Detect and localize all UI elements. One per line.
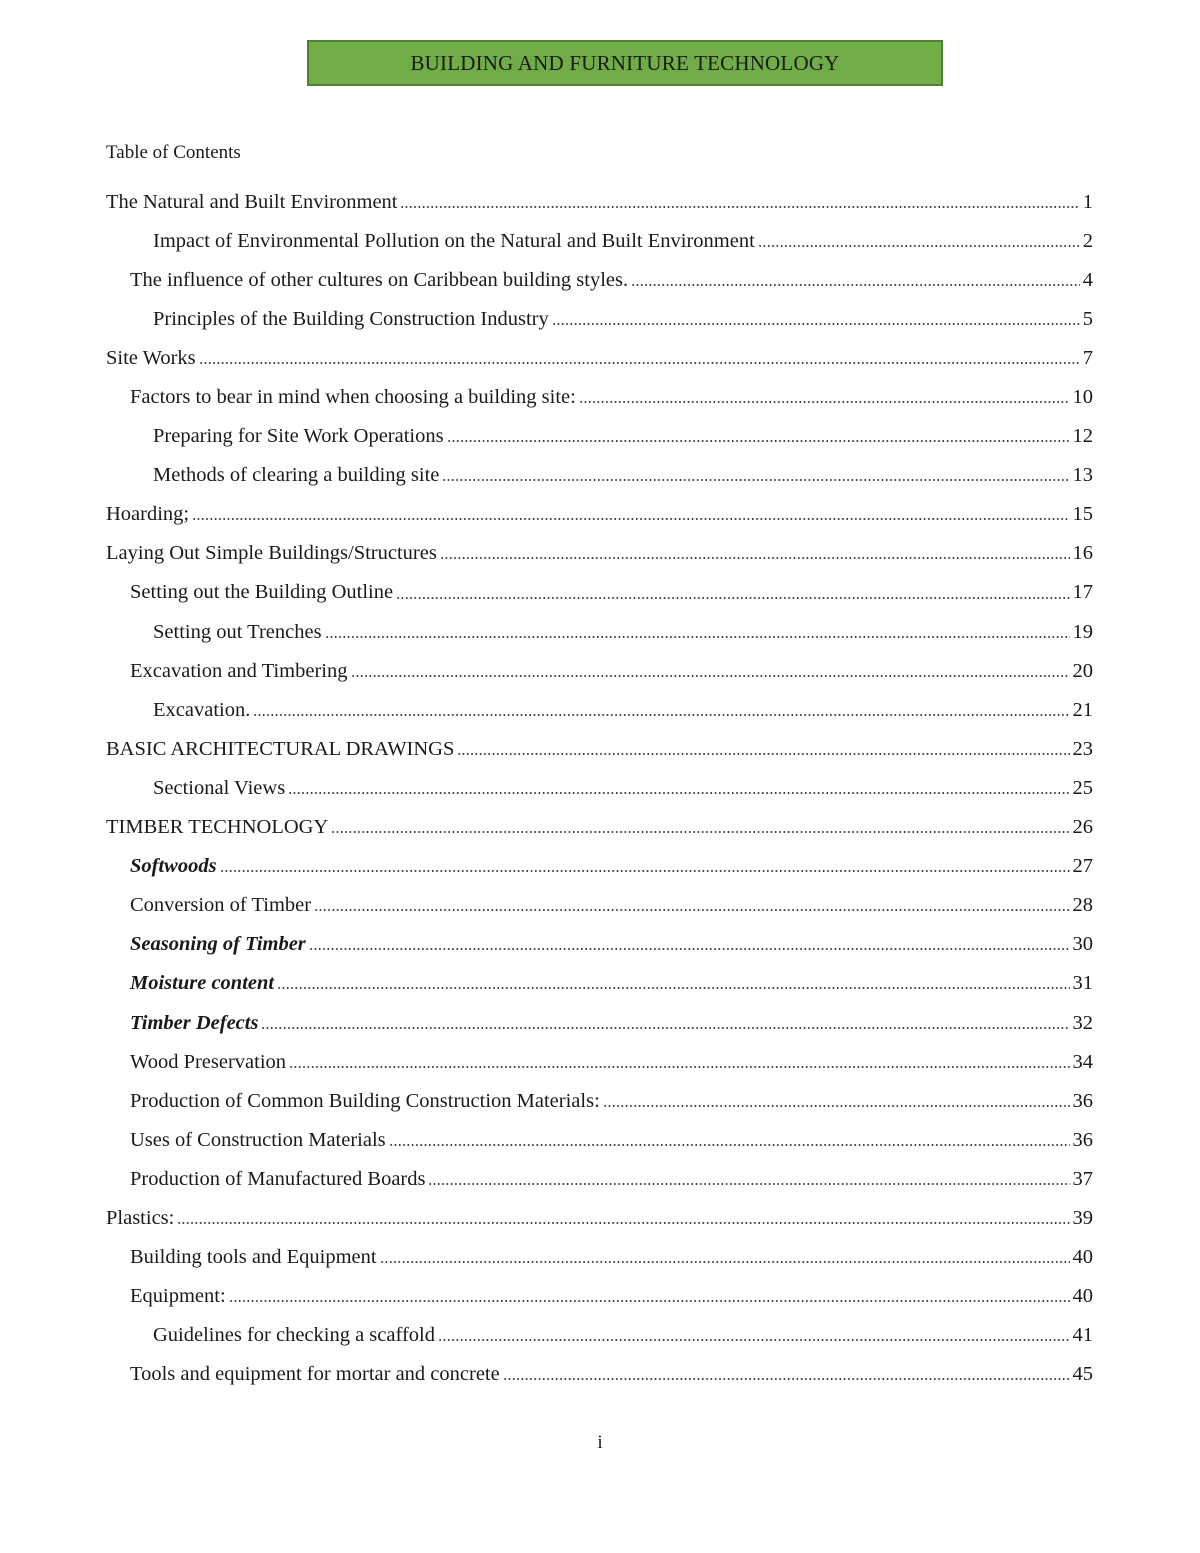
toc-dot-leader	[457, 751, 1069, 756]
toc-entry[interactable]	[106, 729, 1093, 768]
toc-entry-title: Laying Out Simple Buildings/Structures	[106, 542, 437, 565]
toc-dot-leader	[229, 1299, 1070, 1304]
toc-entry-title: Tools and equipment for mortar and concrete	[130, 1363, 500, 1386]
toc-dot-leader	[579, 400, 1070, 405]
toc-entry-page: 19	[1072, 620, 1093, 643]
toc-entry-title: Site Works	[106, 346, 196, 369]
toc-entry[interactable]	[106, 1316, 1093, 1355]
toc-entry-title: Factors to bear in mind when choosing a building site:	[130, 386, 576, 409]
toc-entry[interactable]	[106, 573, 1093, 612]
toc-entry-page: 27	[1072, 855, 1093, 878]
toc-entry[interactable]	[106, 1120, 1093, 1159]
toc-entry-page: 30	[1072, 933, 1093, 956]
toc-entry-page: 32	[1072, 1011, 1093, 1034]
toc-dot-leader	[288, 791, 1069, 796]
toc-entry-title: Excavation.	[153, 698, 251, 721]
toc-entry[interactable]	[106, 1355, 1093, 1394]
toc-dot-leader	[220, 869, 1070, 874]
toc-entry-page: 41	[1072, 1324, 1093, 1347]
toc-entry-title: Timber Defects	[130, 1011, 259, 1034]
toc-entry-page: 12	[1072, 425, 1093, 448]
toc-entry-title: Guidelines for checking a scaffold	[153, 1324, 435, 1347]
toc-entry-page: 7	[1082, 346, 1093, 369]
toc-entry[interactable]	[106, 1238, 1093, 1277]
toc-entry-page: 36	[1072, 1128, 1093, 1151]
toc-entry-title: Plastics:	[106, 1206, 175, 1229]
toc-entry-title: The Natural and Built Environment	[106, 190, 398, 213]
toc-entry[interactable]	[106, 495, 1093, 534]
toc-dot-leader	[380, 1260, 1070, 1265]
toc-dot-leader	[325, 634, 1070, 639]
toc-entry-page: 31	[1072, 972, 1093, 995]
toc-entry-page: 23	[1072, 737, 1093, 760]
toc-dot-leader	[428, 1181, 1069, 1186]
page-number: i	[597, 1432, 603, 1453]
toc-entry[interactable]	[106, 1003, 1093, 1042]
toc-entry-page: 5	[1082, 307, 1093, 330]
toc-entry[interactable]	[106, 417, 1093, 456]
toc-dot-leader	[631, 282, 1080, 287]
toc-entry[interactable]	[106, 1081, 1093, 1120]
toc-dot-leader	[192, 517, 1069, 522]
toc-entry-title: BASIC ARCHITECTURAL DRAWINGS	[106, 737, 455, 760]
toc-dot-leader	[603, 1103, 1070, 1108]
toc-dot-leader	[758, 243, 1080, 248]
toc-entry-title: Equipment:	[130, 1285, 226, 1308]
toc-entry-title: Conversion of Timber	[130, 894, 312, 917]
toc-entry-title: Impact of Environmental Pollution on the Natural and Built Environment	[153, 229, 755, 252]
toc-entry-page: 13	[1072, 464, 1093, 487]
toc-dot-leader	[289, 1064, 1069, 1069]
toc-entry-title: Production of Common Building Construction Materials:	[130, 1089, 600, 1112]
toc-entry[interactable]	[106, 964, 1093, 1003]
toc-entry[interactable]	[106, 260, 1093, 299]
toc-entry[interactable]	[106, 456, 1093, 495]
toc-entry-page: 10	[1072, 386, 1093, 409]
toc-entry[interactable]	[106, 1198, 1093, 1237]
toc-entry-page: 2	[1082, 229, 1093, 252]
toc-entry-title: Building tools and Equipment	[130, 1246, 377, 1269]
toc-entry-page: 40	[1072, 1246, 1093, 1269]
toc-dot-leader	[396, 595, 1069, 600]
toc-entry-page: 26	[1072, 816, 1093, 839]
toc-entry-title: Moisture content	[130, 972, 275, 995]
toc-dot-leader	[438, 1338, 1070, 1343]
toc-entry[interactable]	[106, 651, 1093, 690]
toc-entry-page: 28	[1072, 894, 1093, 917]
toc-dot-leader	[442, 478, 1069, 483]
toc-dot-leader	[447, 439, 1070, 444]
toc-entry-page: 17	[1072, 581, 1093, 604]
toc-dot-leader	[331, 830, 1069, 835]
toc-entry-title: Methods of clearing a building site	[153, 464, 440, 487]
toc-entry[interactable]	[106, 377, 1093, 416]
document-title-banner	[307, 40, 943, 86]
toc-entry-title: Principles of the Building Construction Industry	[153, 307, 549, 330]
toc-dot-leader	[552, 321, 1080, 326]
toc-entry-title: Softwoods	[130, 855, 217, 878]
toc-entry-page: 25	[1072, 776, 1093, 799]
toc-entry-page: 16	[1072, 542, 1093, 565]
toc-dot-leader	[199, 360, 1080, 365]
toc-entry-page: 20	[1072, 659, 1093, 682]
toc-entry[interactable]	[106, 534, 1093, 573]
toc-dot-leader	[400, 204, 1079, 209]
toc-entry-page: 39	[1072, 1206, 1093, 1229]
toc-entry-title: Production of Manufactured Boards	[130, 1167, 426, 1190]
toc-entry[interactable]	[106, 338, 1093, 377]
toc-dot-leader	[277, 986, 1069, 991]
toc-entry-page: 34	[1072, 1050, 1093, 1073]
toc-entry-page: 4	[1082, 268, 1093, 291]
toc-entry-title: Wood Preservation	[130, 1050, 287, 1073]
toc-entry[interactable]	[106, 182, 1093, 221]
toc-entry-page: 36	[1072, 1089, 1093, 1112]
toc-entry-title: Uses of Construction Materials	[130, 1128, 386, 1151]
toc-entry[interactable]	[106, 690, 1093, 729]
toc-dot-leader	[503, 1377, 1070, 1382]
toc-entry-title: Hoarding;	[106, 503, 190, 526]
toc-dot-leader	[309, 947, 1070, 952]
toc-entry[interactable]	[106, 886, 1093, 925]
toc-entry-page: 21	[1072, 698, 1093, 721]
toc-dot-leader	[261, 1025, 1069, 1030]
toc-entry[interactable]	[106, 1159, 1093, 1198]
toc-entry[interactable]	[106, 808, 1093, 847]
toc-entry[interactable]	[106, 612, 1093, 651]
toc-entry-title: Seasoning of Timber	[130, 933, 306, 956]
toc-entry[interactable]	[106, 1042, 1093, 1081]
table-of-contents	[106, 182, 1093, 1394]
toc-entry[interactable]	[106, 925, 1093, 964]
toc-entry[interactable]	[106, 221, 1093, 260]
toc-entry[interactable]	[106, 768, 1093, 807]
toc-heading: Table of Contents	[106, 142, 241, 163]
toc-dot-leader	[314, 908, 1069, 913]
toc-entry-title: The influence of other cultures on Caribbean building styles.	[130, 268, 629, 291]
toc-entry[interactable]	[106, 299, 1093, 338]
toc-entry-page: 15	[1072, 503, 1093, 526]
toc-entry-title: Setting out Trenches	[153, 620, 322, 643]
toc-entry-page: 40	[1072, 1285, 1093, 1308]
toc-dot-leader	[389, 1142, 1070, 1147]
toc-dot-leader	[351, 673, 1070, 678]
toc-entry-title: Preparing for Site Work Operations	[153, 425, 444, 448]
toc-entry[interactable]	[106, 1277, 1093, 1316]
toc-entry-page: 45	[1072, 1363, 1093, 1386]
toc-entry-page: 37	[1072, 1167, 1093, 1190]
toc-entry-title: Sectional Views	[153, 776, 286, 799]
document-title: BUILDING AND FURNITURE TECHNOLOGY	[410, 50, 840, 75]
toc-entry-title: Excavation and Timbering	[130, 659, 348, 682]
toc-dot-leader	[253, 712, 1069, 717]
toc-entry-page: 1	[1082, 190, 1093, 213]
toc-entry[interactable]	[106, 847, 1093, 886]
toc-entry-title: Setting out the Building Outline	[130, 581, 394, 604]
toc-dot-leader	[177, 1221, 1069, 1226]
toc-dot-leader	[440, 556, 1070, 561]
toc-entry-title: TIMBER TECHNOLOGY	[106, 816, 329, 839]
